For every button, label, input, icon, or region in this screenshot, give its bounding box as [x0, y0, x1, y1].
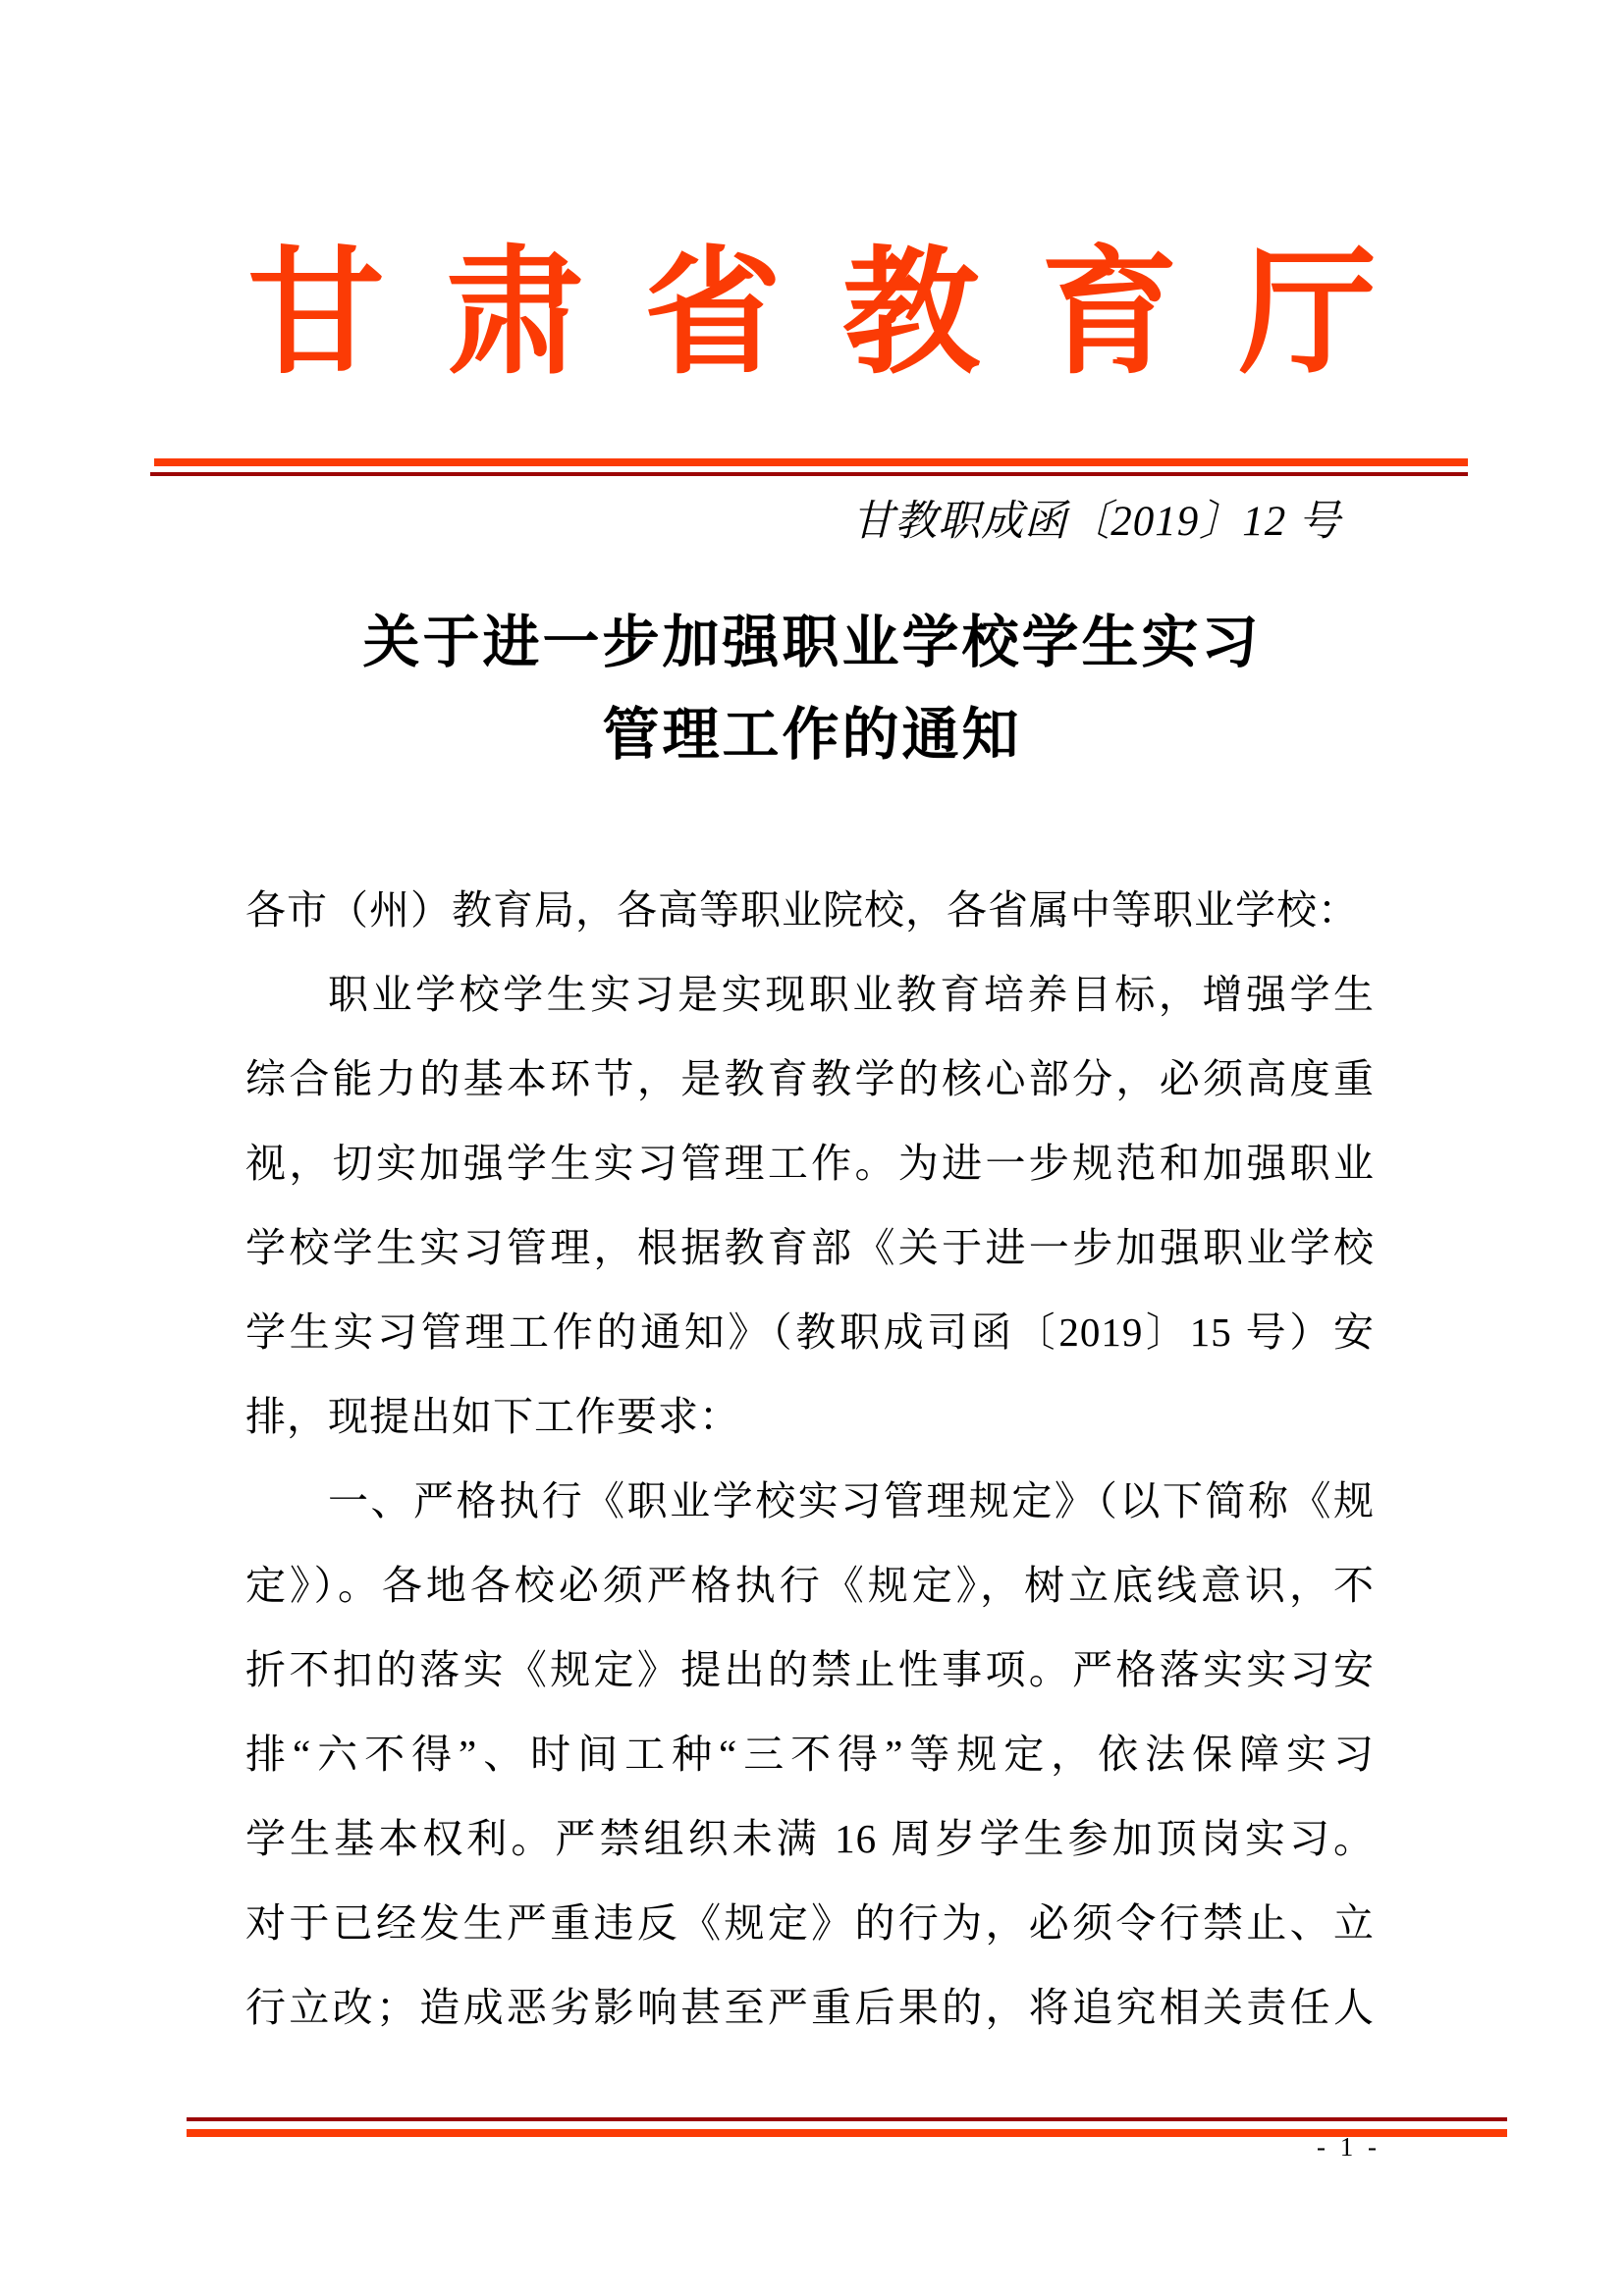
body-line: 学生实习管理工作的通知》（教职成司函〔2019〕15 号）安: [245, 1309, 1375, 1355]
body-line: 各市（州）教育局，各高等职业院校，各省属中等职业学校：: [245, 887, 1359, 933]
letterhead-rule-thin: [150, 472, 1468, 476]
body-line: 折不扣的落实《规定》提出的禁止性事项。严格落实实习安: [245, 1647, 1375, 1692]
footer-rule-thick: [187, 2129, 1507, 2137]
document-body: [245, 868, 1375, 2050]
body-line: 学校学生实习管理，根据教育部《关于进一步加强职业学校: [245, 1225, 1375, 1270]
body-line: 综合能力的基本环节，是教育教学的核心部分，必须高度重: [245, 1056, 1375, 1101]
body-line: 对于已经发生严重违反《规定》的行为，必须令行禁止、立: [245, 1900, 1375, 1946]
body-line: 一、严格执行《职业学校实习管理规定》（以下简称《规: [328, 1478, 1375, 1523]
document-title-line2: 管理工作的通知: [602, 703, 1022, 767]
document-title: [0, 597, 1624, 781]
body-line: 行立改；造成恶劣影响甚至严重后果的，将追究相关责任人: [245, 1985, 1375, 2030]
document-number: 甘教职成函〔2019〕12 号: [851, 499, 1341, 545]
body-line: 排，现提出如下工作要求：: [245, 1394, 740, 1439]
document-title-line1: 关于进一步加强职业学校学生实习: [362, 611, 1262, 674]
body-line: 视，切实加强学生实习管理工作。为进一步规范和加强职业: [245, 1141, 1375, 1186]
body-line: 排“六不得”、时间工种“三不得”等规定，依法保障实习: [245, 1732, 1375, 1777]
letterhead-agency-name: 甘肃省教育厅: [246, 239, 1437, 391]
body-line: 学生基本权利。严禁组织未满 16 周岁学生参加顶岗实习。: [245, 1816, 1375, 1861]
page-number: - 1 -: [1317, 2132, 1380, 2162]
body-line: 职业学校学生实习是实现职业教育培养目标，增强学生: [328, 972, 1375, 1017]
body-line: 定》）。各地各校必须严格执行《规定》，树立底线意识，不: [245, 1563, 1375, 1608]
letterhead-rule-thick: [154, 458, 1468, 466]
footer-rule-thin: [187, 2117, 1507, 2121]
